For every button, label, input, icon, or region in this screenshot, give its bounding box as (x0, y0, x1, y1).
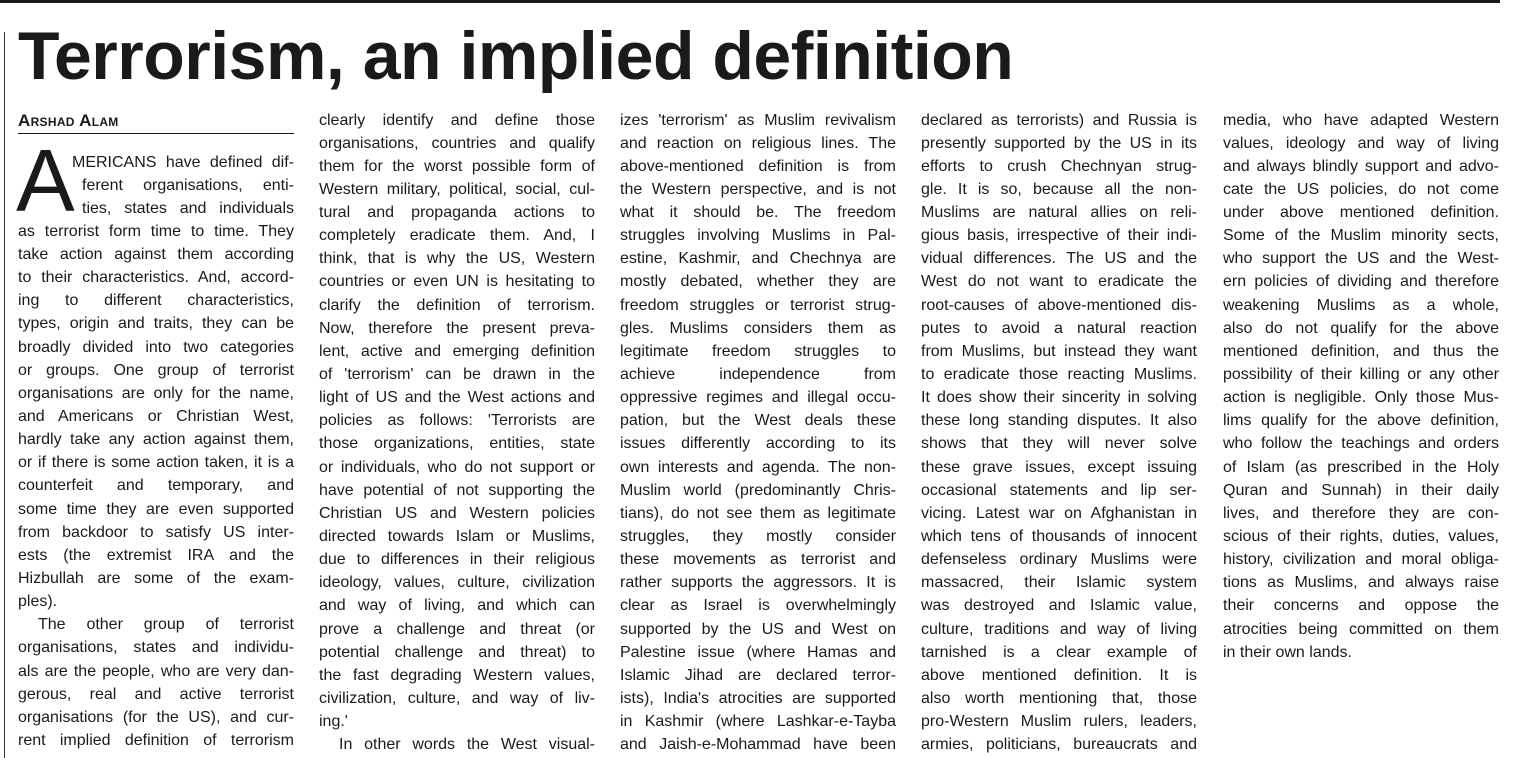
text-line: due to differences in their religious (319, 551, 595, 569)
top-rule (0, 0, 1500, 3)
text-line: types, origin and traits, they can be (18, 315, 294, 333)
text-line: the fast degrading Western values, (319, 666, 595, 684)
text-line: broadly divided into two categories (18, 338, 294, 356)
text-line: ests (the extremist IRA and the (18, 546, 294, 564)
text-line: atrocities being committed on them (1223, 620, 1499, 638)
text-line: izes 'terrorism' as Muslim revivalism (620, 111, 896, 129)
text-line: them for the worst possible form of (319, 157, 595, 175)
text-line: light of US and the West actions and (319, 389, 595, 407)
text-line: mentioned definition, and thus the (1223, 342, 1499, 360)
text-line: also worth mentioning that, those (921, 690, 1197, 708)
text-line: those organizations, entities, state (319, 435, 595, 453)
text-line: tural and propaganda actions to (319, 204, 595, 222)
text-line: ists), India's atrocities are supported (620, 690, 896, 708)
article-column-4 (921, 109, 1197, 757)
text-line: in their own lands. (1223, 643, 1352, 661)
author-byline: Arshad Alam (18, 110, 294, 134)
text-line: vicing. Latest war on Afghanistan in (921, 504, 1197, 522)
text-line: as terrorist form time to time. They (18, 222, 294, 240)
text-line: organisations, countries and qualify (319, 134, 595, 152)
text-line: shows that they will never solve (921, 435, 1197, 453)
text-line: The other group of terrorist (38, 616, 294, 634)
text-line: issues differently according to its (620, 435, 896, 453)
text-line: ing.' (319, 713, 348, 731)
text-line: defenseless ordinary Muslims were (921, 551, 1197, 569)
text-line: struggles, they mostly consider (620, 528, 896, 546)
text-line: these long standing disputes. It also (921, 412, 1197, 430)
text-line: gle. It is so, because all the non- (921, 180, 1197, 198)
text-line: ties, states and individuals (82, 199, 294, 217)
text-line: culture, traditions and way of living (921, 620, 1197, 638)
text-line: Muslims are natural allies on reli- (921, 204, 1197, 222)
text-line: scious of their rights, duties, values, (1223, 528, 1499, 546)
drop-cap: A (16, 131, 75, 230)
text-line: their concerns and oppose the (1223, 597, 1499, 615)
article-column-1 (18, 151, 294, 753)
text-line: values, ideology and way of living (1223, 134, 1499, 152)
text-line: countries or even UN is hesitating to (319, 273, 595, 291)
text-line: under above mentioned definition. (1223, 204, 1499, 222)
text-line: and way of living, and which can (319, 597, 595, 615)
text-line: tians), do not see them as legitimate (620, 504, 896, 522)
text-line: some time they are even supported (18, 500, 294, 518)
text-line: prove a challenge and threat (or (319, 620, 595, 638)
text-line: who support the US and the West- (1223, 250, 1499, 268)
text-line: completely eradicate them. And, I (319, 227, 595, 245)
text-line: potential challenge and threat) to (319, 643, 595, 661)
text-line: or groups. One group of terrorist (18, 361, 294, 379)
text-line: take action against them according (18, 246, 294, 264)
text-line: clearly identify and define those (319, 111, 595, 129)
text-line: from Muslims, but instead they want (921, 342, 1197, 360)
text-line: from backdoor to satisfy US inter- (18, 523, 294, 541)
text-line: lims qualify for the above definition, (1223, 412, 1499, 430)
text-line: cate the US policies, do not come (1223, 180, 1499, 198)
text-line: or if there is some action taken, it is a (18, 454, 294, 472)
text-line: organisations, states and individu- (18, 639, 294, 657)
text-line: Muslim world (predominantly Chris- (620, 481, 896, 499)
text-line: rather supports the aggressors. It is (620, 574, 896, 592)
text-line: freedom struggles or terrorist strug- (620, 296, 896, 314)
text-line: mostly debated, whether they are (620, 273, 896, 291)
text-line: what it should be. The freedom (620, 204, 896, 222)
text-line: ideology, values, culture, civilization (319, 574, 595, 592)
text-line: in Kashmir (where Lashkar-e-Tayba (620, 713, 896, 731)
text-line: occasional statements and lip ser- (921, 481, 1197, 499)
text-line: In other words the West visual- (339, 736, 595, 754)
text-line: als are the people, who are very dan- (18, 662, 294, 680)
text-line: gles. Muslims considers them as (620, 319, 896, 337)
text-line: gerous, real and active terrorist (18, 685, 294, 703)
text-line: and reaction on religious lines. The (620, 134, 896, 152)
text-line: struggles involving Muslims in Pal- (620, 227, 896, 245)
text-line: these movements as terrorist and (620, 551, 896, 569)
text-line: gious basis, irrespective of their indi- (921, 227, 1197, 245)
text-line: West do not want to eradicate the (921, 273, 1197, 291)
text-line: armies, politicians, bureaucrats and (921, 736, 1197, 754)
text-line: these grave issues, except issuing (921, 458, 1197, 476)
text-line: counterfeit and temporary, and (18, 477, 294, 495)
text-line: massacred, their Islamic system (921, 574, 1197, 592)
text-line: directed towards Islam or Muslims, (319, 528, 595, 546)
text-line: organisations (for the US), and cur- (18, 708, 294, 726)
text-line: Islamic Jihad are declared terror- (620, 666, 896, 684)
text-line: weakening Muslims as a whole, (1223, 296, 1499, 314)
text-line: the Western perspective, and is not (620, 180, 896, 198)
text-line: above mentioned definition. It is (921, 666, 1197, 684)
text-line: pro-Western Muslim rulers, leaders, (921, 713, 1197, 731)
text-line: Western military, political, social, cul- (319, 180, 595, 198)
text-line: think, that is why the US, Western (319, 250, 595, 268)
text-line: Quran and Sunnah) in their daily (1223, 481, 1499, 499)
text-line: above-mentioned definition is from (620, 157, 896, 175)
text-line: Christian US and Western policies (319, 504, 595, 522)
text-line: to eradicate those reacting Muslims. (921, 366, 1197, 384)
text-line: efforts to crush Chechnyan strug- (921, 157, 1197, 175)
text-line: or individuals, who do not support or (319, 458, 595, 476)
text-line: also do not qualify for the above (1223, 319, 1499, 337)
text-line: Some of the Muslim minority sects, (1223, 227, 1499, 245)
text-line: presently supported by the US in its (921, 134, 1197, 152)
text-line: achieve independence from (620, 366, 896, 384)
text-line: oppressive regimes and illegal occu- (620, 389, 896, 407)
text-line: root-causes of above-mentioned dis- (921, 296, 1197, 314)
text-line: organisations are only for the name, (18, 384, 294, 402)
text-line: ferent organisations, enti- (82, 176, 294, 194)
text-line: to their characteristics. And, accord- (18, 269, 294, 287)
text-line: who follow the teachings and orders (1223, 435, 1499, 453)
text-line: which tens of thousands of innocent (921, 528, 1197, 546)
text-line: have potential of not supporting the (319, 481, 595, 499)
text-line: clear as Israel is overwhelmingly (620, 597, 896, 615)
text-line: lives, and therefore they are con- (1223, 504, 1499, 522)
article-column-5 (1223, 109, 1499, 664)
text-line: of Islam (as prescribed in the Holy (1223, 458, 1499, 476)
text-line: ples). (18, 593, 58, 611)
text-line: Now, therefore the present preva- (319, 319, 595, 337)
text-line: legitimate freedom struggles to (620, 342, 896, 360)
text-line: Palestine issue (where Hamas and (620, 643, 896, 661)
text-line: tarnished is a clear example of (921, 643, 1197, 661)
text-line: putes to avoid a natural reaction (921, 319, 1197, 337)
left-column-rule (4, 32, 5, 758)
text-line: civilization, culture, and way of liv- (319, 690, 595, 708)
article-column-2 (319, 109, 595, 757)
text-line: pation, but the West deals these (620, 412, 896, 430)
text-line: clarify the definition of terrorism. (319, 296, 595, 314)
text-line: history, civilization and moral obliga- (1223, 551, 1499, 569)
text-line: media, who have adapted Western (1223, 111, 1499, 129)
text-line: Hizbullah are some of the exam- (18, 570, 294, 588)
text-line: of 'terrorism' can be drawn in the (319, 366, 595, 384)
text-line: hardly take any action against them, (18, 431, 294, 449)
text-line: ing to different characteristics, (18, 292, 294, 310)
text-line: ern policies of dividing and therefore (1223, 273, 1499, 291)
text-line: It does show their sincerity in solving (921, 389, 1197, 407)
text-line: lent, active and emerging definition (319, 342, 595, 360)
headline: Terrorism, an implied definition (18, 18, 1014, 94)
text-line: and Americans or Christian West, (18, 408, 294, 426)
text-line: action is negligible. Only those Mus- (1223, 389, 1499, 407)
text-line: declared as terrorists) and Russia is (921, 111, 1197, 129)
text-line: and always blindly support and advo- (1223, 157, 1499, 175)
article-column-3 (620, 109, 896, 757)
text-line: was destroyed and Islamic value, (921, 597, 1197, 615)
text-line: own interests and agenda. The non- (620, 458, 896, 476)
text-line: vidual differences. The US and the (921, 250, 1197, 268)
text-line: estine, Kashmir, and Chechnya are (620, 250, 896, 268)
text-line: possibility of their killing or any other (1223, 366, 1499, 384)
text-line: rent implied definition of terrorism (18, 732, 294, 750)
text-line: supported by the US and West on (620, 620, 896, 638)
text-line: and Jaish-e-Mohammad have been (620, 736, 896, 754)
text-line: MERICANS have defined dif- (72, 153, 294, 171)
text-line: policies as follows: 'Terrorists are (319, 412, 595, 430)
text-line: tions as Muslims, and always raise (1223, 574, 1499, 592)
